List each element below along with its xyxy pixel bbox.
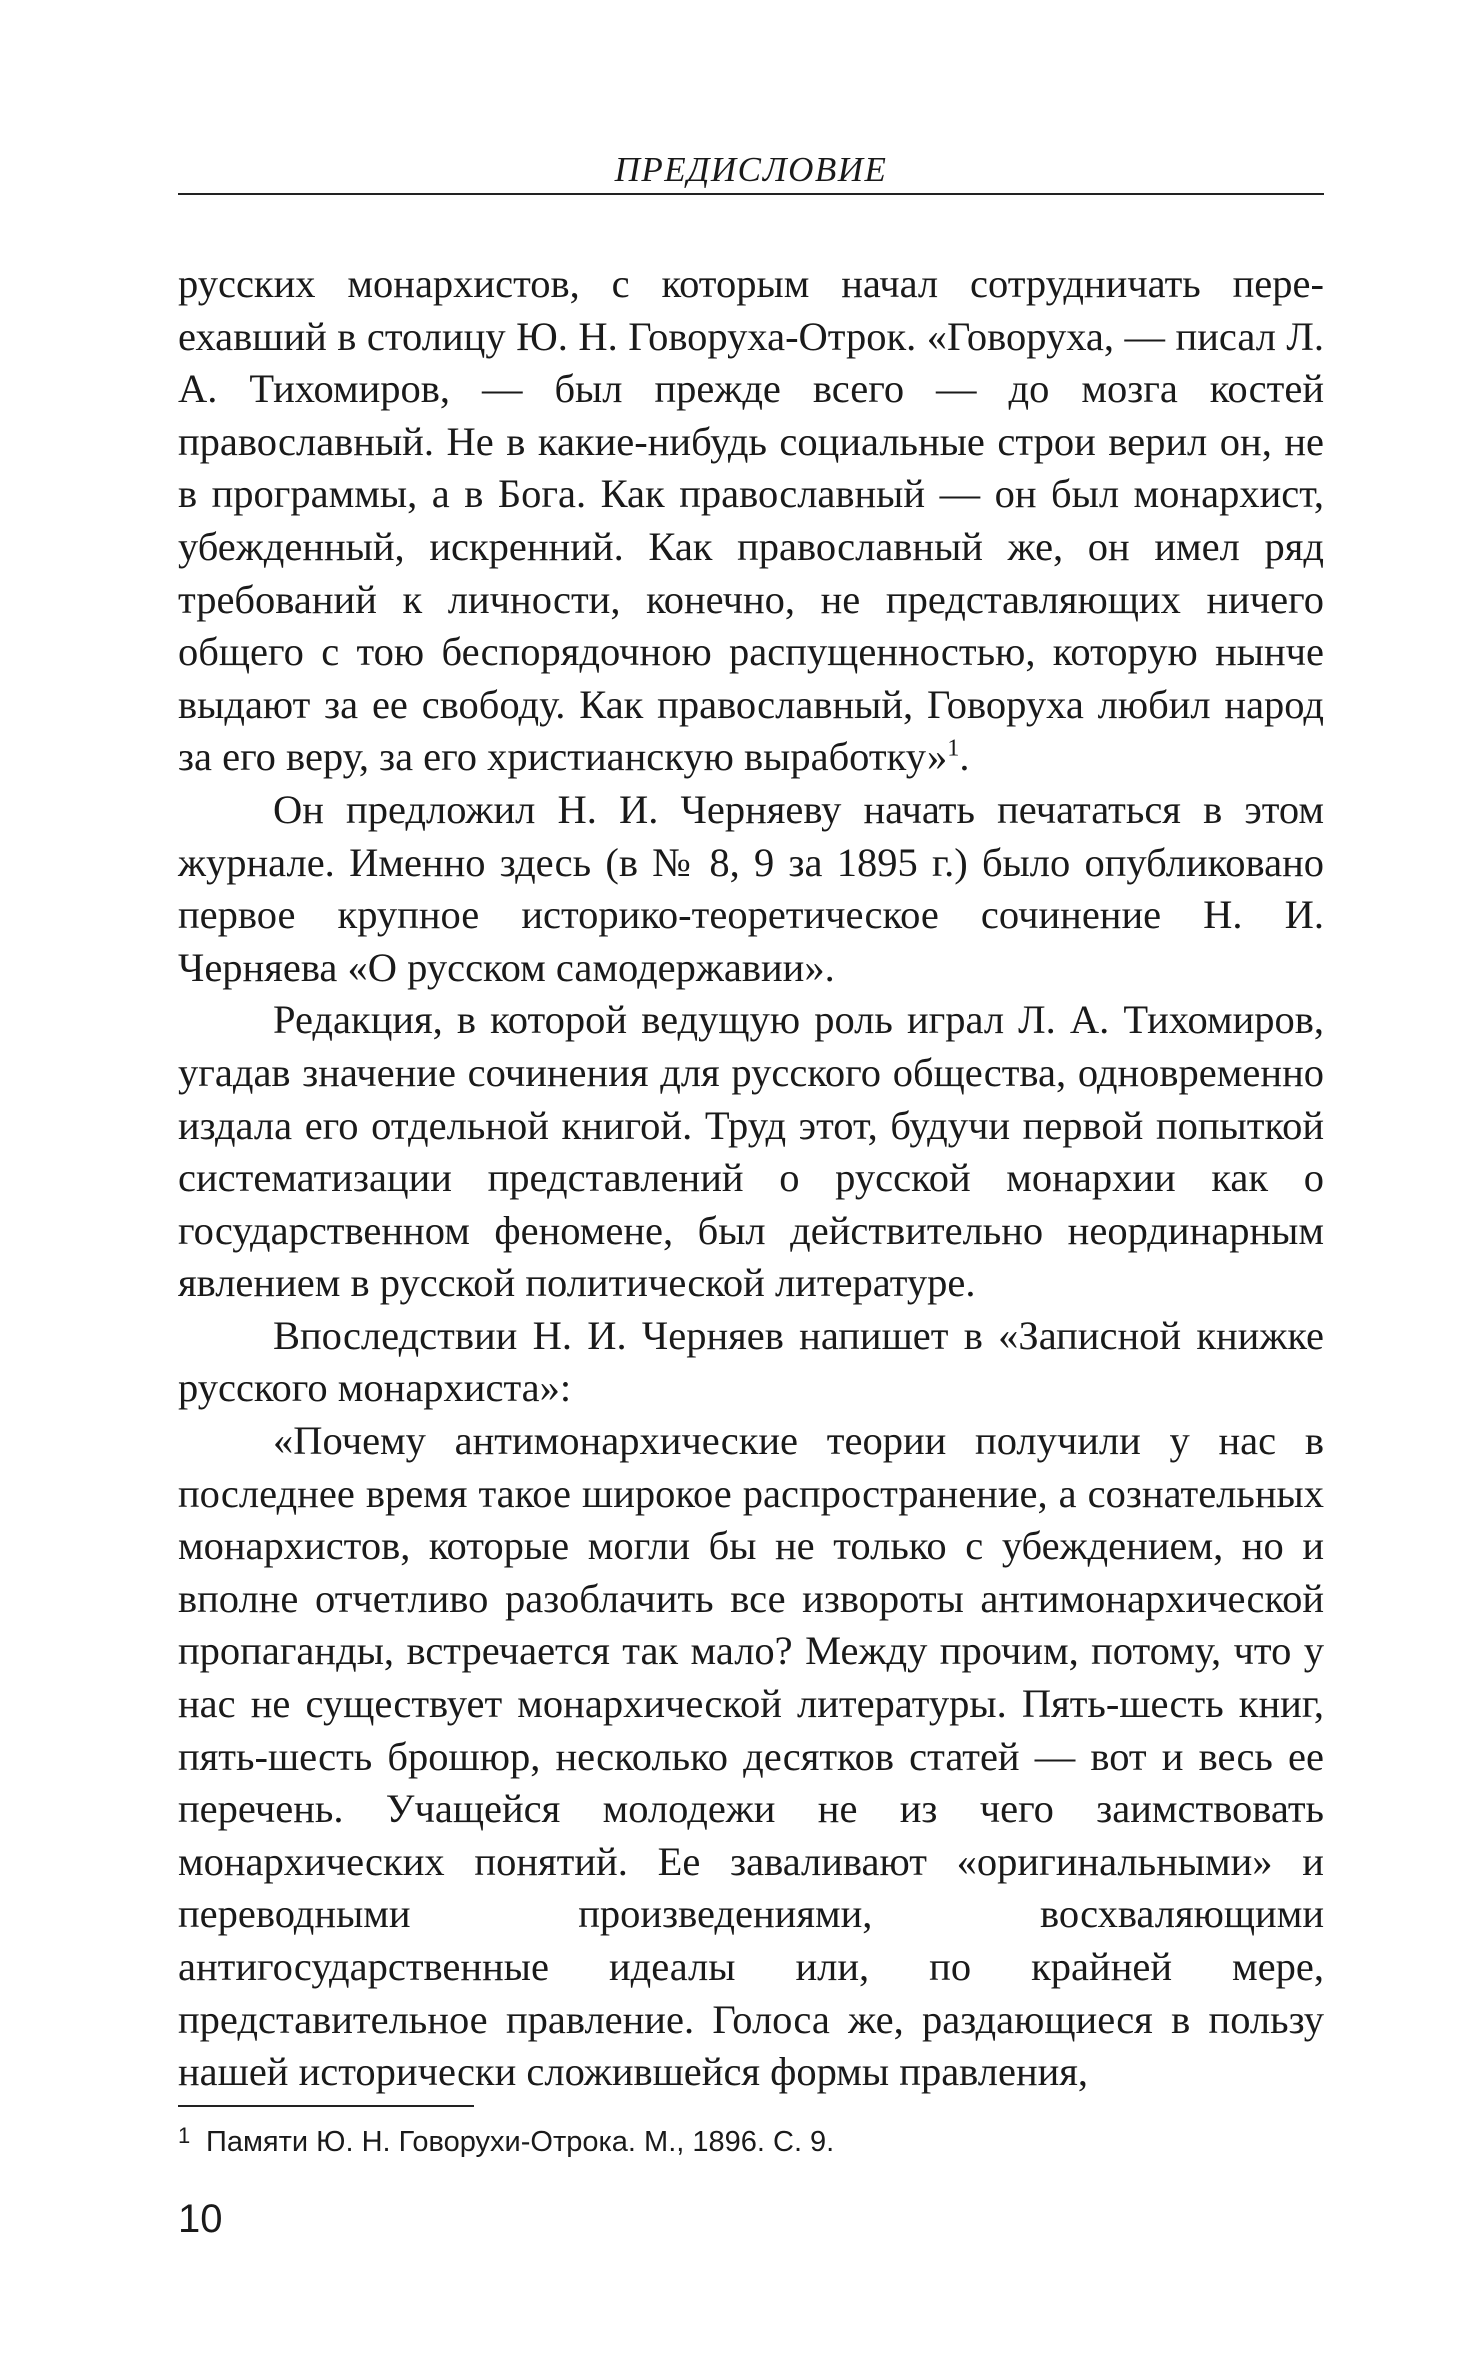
- paragraph-2: Он предложил Н. И. Черняеву начать печататься в этом журнале. Именно здесь (в № 8, 9 за 1895 г.) было опубликовано первое крупное историко-теоретическое сочинение Н. И. Черняева «О русском самодержавии».: [178, 786, 1324, 990]
- footnote-text: Памяти Ю. Н. Говорухи-Отрока. М., 1896. С. 9.: [206, 2126, 835, 2158]
- footnote-rule: [178, 2105, 474, 2107]
- footnote-1: [178, 2118, 1324, 2160]
- paragraph-3: Редакция, в которой ведущую роль играл Л. А. Тихомиров, угадав значение сочинения для русского общества, одновременно издала его отдельной книгой. Труд этот, будучи первой попыткой систематизации представлений о русской монархии как о государственном феномене, был действительно неординарным явлением в русской политической литературе.: [178, 997, 1324, 1306]
- main-text: [178, 258, 1324, 2099]
- running-title: ПРЕДИСЛОВИЕ: [614, 150, 888, 189]
- paragraph-text: русских монархистов, с которым начал сотрудничать переехавший в столицу Ю. Н. Говоруха-Отрок. «Говоруха, — писал Л. А. Тихомиров, — был прежде всего — до мозга костей православный. Не в какие-нибудь социальные строи верил он, не в программы, а в Бога. Как православный — он был монархист, убежденный, искренний. Как православный же, он имел ряд требований к личности, конечно, не представляющих ничего общего с тою беспорядочною распущенностью, которую нынче выдают за ее свободу. Как православный, Говоруха любил народ за его веру, за его христианскую выработку»: [178, 261, 1324, 780]
- footnote-mark: 1: [178, 2123, 191, 2148]
- paragraph-1: [178, 258, 1324, 784]
- header-rule: [178, 193, 1324, 195]
- footnote-reference[interactable]: 1: [947, 734, 960, 762]
- paragraph-5-quote: «Почему антимонархические теории получили у нас в последнее время такое широкое распространение, а сознательных монархистов, которые могли бы не только с убеждением, но и вполне отчетливо разоблачить все извороты антимонархической пропаганды, встречается так мало? Между прочим, потому, что у нас не существует монархической литературы. Пять-шесть книг, пять-шесть брошюр, несколько десятков статей — вот и весь ее перечень. Учащейся молодежи не из чего заимствовать монархических понятий. Ее заваливают «оригинальными» и переводными произведениями, восхваляющими антигосударственные идеалы или, по крайней мере, представительное правление. Голоса же, раздающиеся в пользу нашей исторически сложившейся формы правления,: [178, 1418, 1324, 2095]
- paragraph-4: Впоследствии Н. И. Черняев напишет в «Записной книжке русского монархиста»:: [178, 1312, 1324, 1411]
- page-number: 10: [178, 2197, 223, 2241]
- paragraph-tail: .: [959, 734, 970, 780]
